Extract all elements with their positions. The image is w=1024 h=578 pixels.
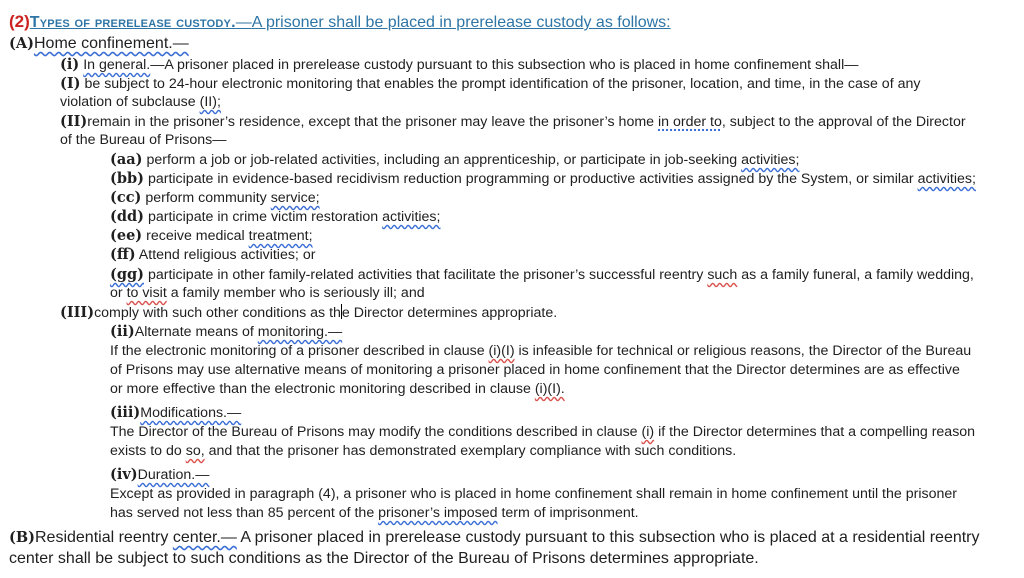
- clause-iv-p2-post: term of imprisonment.: [497, 505, 639, 521]
- subsection-a-heading: [9, 33, 189, 54]
- item-gg-such: such: [707, 267, 738, 283]
- clause-iv-p1-text: Except as provided in paragraph (4), a prisoner who is placed in home confinement shall remain in home confinement until the prisoner: [110, 486, 957, 502]
- clause-ii-title: Alternate means of: [134, 324, 258, 340]
- item-aa-link: activities;: [741, 152, 800, 168]
- item-gg-to-visit: to visit: [126, 285, 167, 301]
- item-gg-label: (gg): [110, 266, 144, 283]
- clause-ii-p3: [110, 380, 565, 399]
- clause-iv-p1: [110, 485, 957, 504]
- clause-ii-title-link: monitoring.—: [257, 324, 343, 340]
- subsection-b-text1: A prisoner placed in prerelease custody pursuant to this subsection who is placed at a residential reentry: [236, 529, 980, 546]
- clause-iv-heading: [110, 465, 209, 485]
- clause-iv-p2-text: has served not less than 85 percent of the: [110, 505, 379, 521]
- subsection-a-label: (A): [9, 35, 34, 52]
- item-ff-text: Attend religious activities; or: [138, 247, 316, 263]
- clause-ii-p1: [110, 342, 971, 361]
- item-aa: [110, 150, 799, 170]
- subclause-II-in-order-to: in order to: [658, 114, 722, 130]
- subclause-II-line1: [60, 112, 966, 132]
- item-cc-text: perform community: [145, 190, 271, 206]
- subsection-a-title: Home confinement.—: [33, 35, 189, 52]
- item-bb-link: activities;: [917, 171, 976, 187]
- item-ff-label: (ff): [110, 246, 136, 263]
- subsection-b-title-link: center.—: [172, 529, 237, 546]
- clause-ii-p3-text: or more effective than the electronic monitoring described in clause: [110, 381, 535, 397]
- section-number: (2): [9, 12, 30, 31]
- clause-iii-p2-so: so,: [185, 443, 205, 459]
- clause-iii-label: (iii): [110, 404, 141, 421]
- item-ee-label: (ee): [110, 227, 143, 244]
- subclause-III-label: (III): [60, 304, 95, 321]
- item-cc: [110, 188, 320, 208]
- item-ff: [110, 245, 315, 265]
- clause-i-text: —A prisoner placed in prerelease custody pursuant to this subsection who is placed in home confinement shall—: [150, 57, 859, 73]
- subsection-b-label: (B): [9, 529, 35, 546]
- clause-iii-p2: [110, 442, 736, 461]
- clause-iv-label: (iv): [110, 466, 138, 483]
- clause-ii-p1-text: If the electronic monitoring of a prisoner described in clause: [110, 343, 489, 359]
- clause-ii-label: (ii): [110, 323, 135, 340]
- clause-iii-p1-ref: (i): [641, 424, 655, 440]
- clause-i-general: In general.: [83, 57, 151, 73]
- section-intro: A prisoner shall be placed in prerelease custody as follows:: [251, 14, 671, 31]
- subclause-III-text: comply with such other conditions as th: [94, 305, 341, 321]
- clause-iv-p2-link: prisoner’s imposed: [378, 505, 498, 521]
- subclause-I-line1: [60, 74, 920, 94]
- clause-ii-p1-ref: (i)(I): [488, 343, 515, 359]
- clause-ii-p2-text: of Prisons may use alternative means of monitoring a prisoner placed in home confinement that the Director determines are as effective: [110, 362, 960, 378]
- subclause-I-label: (I): [60, 75, 81, 92]
- clause-ii-p2: [110, 361, 960, 380]
- subclause-I-ref: (II);: [199, 94, 221, 110]
- subclause-I-text1: be subject to 24-hour electronic monitoring that enables the prompt identification of the prisoner, location, and time, in the case of any: [84, 76, 921, 92]
- clause-ii-p3-ref: (i)(I).: [534, 381, 565, 397]
- clause-iii-heading: [110, 403, 241, 423]
- subsection-b-title: Residential reentry: [34, 529, 173, 546]
- subclause-III-line: [60, 303, 557, 323]
- clause-iii-title: Modifications.—: [140, 405, 242, 421]
- subsection-b-line1: [9, 527, 980, 548]
- item-gg-text1: participate in other family-related activities that facilitate the prisoner’s successful reentry: [147, 267, 708, 283]
- item-dd-label: (dd): [110, 208, 144, 225]
- clause-iv-p2: [110, 504, 639, 523]
- clause-iii-p1-post: if the Director determines that a compelling reason: [654, 424, 976, 440]
- section-heading: [9, 11, 671, 33]
- subsection-b-line2: [9, 548, 759, 569]
- subclause-II-line2: [60, 131, 226, 150]
- clause-ii-p1-post: is infeasible for technical or religious reasons, the Director of the Bureau: [514, 343, 972, 359]
- subclause-II-text1-post: , subject to the approval of the Director: [721, 114, 966, 130]
- subclause-II-text2: of the Bureau of Prisons—: [60, 132, 227, 148]
- subsection-b-text2: center shall be subject to such conditions as the Director of the Bureau of Prisons determines appropriate.: [9, 550, 759, 567]
- item-dd-link: activities;: [382, 209, 441, 225]
- clause-ii-heading: [110, 322, 342, 342]
- clause-i-line: [60, 55, 858, 75]
- item-bb: [110, 169, 976, 189]
- item-gg-text2: or: [110, 285, 127, 301]
- clause-iii-p1-text: The Director of the Bureau of Prisons may modify the conditions described in clause: [110, 424, 642, 440]
- subclause-I-text2: violation of subclause: [60, 94, 200, 110]
- subclause-II-label: (II): [60, 113, 88, 130]
- item-aa-text: perform a job or job-related activities, including an apprenticeship, or participate in job-seeking: [146, 152, 742, 168]
- clause-iv-title: Duration.—: [137, 467, 210, 483]
- item-gg-line2: [110, 284, 425, 303]
- clause-iii-p2-post: and that the prisoner has demonstrated exemplary compliance with such conditions.: [204, 443, 737, 459]
- item-cc-label: (cc): [110, 189, 142, 206]
- item-bb-label: (bb): [110, 170, 144, 187]
- item-cc-link: service;: [270, 190, 320, 206]
- item-ee-link: treatment;: [248, 228, 313, 244]
- item-gg-line1: [110, 265, 974, 285]
- item-dd-text: participate in crime victim restoration: [147, 209, 383, 225]
- item-aa-label: (aa): [110, 151, 143, 168]
- clause-i-label: (i): [60, 56, 80, 73]
- subclause-III-text-post: e Director determines appropriate.: [341, 305, 558, 321]
- item-gg-text2-post: a family member who is seriously ill; and: [166, 285, 425, 301]
- subclause-II-text1: remain in the prisoner’s residence, except that the prisoner may leave the prisoner’s home: [87, 114, 658, 130]
- item-gg-text1-post: as a family funeral, a family wedding,: [737, 267, 974, 283]
- item-ee: [110, 226, 313, 246]
- item-bb-text: participate in evidence-based recidivism reduction programming or productive activities assigned by the System, or similar: [147, 171, 918, 187]
- item-ee-text: receive medical: [146, 228, 249, 244]
- clause-iii-p1: [110, 423, 975, 442]
- subclause-I-line2: [60, 93, 221, 112]
- clause-iii-p2-text: exists to do: [110, 443, 186, 459]
- section-title-dash: —: [235, 14, 252, 31]
- item-dd: [110, 207, 440, 227]
- section-title: Types of prerelease custody.: [29, 14, 236, 31]
